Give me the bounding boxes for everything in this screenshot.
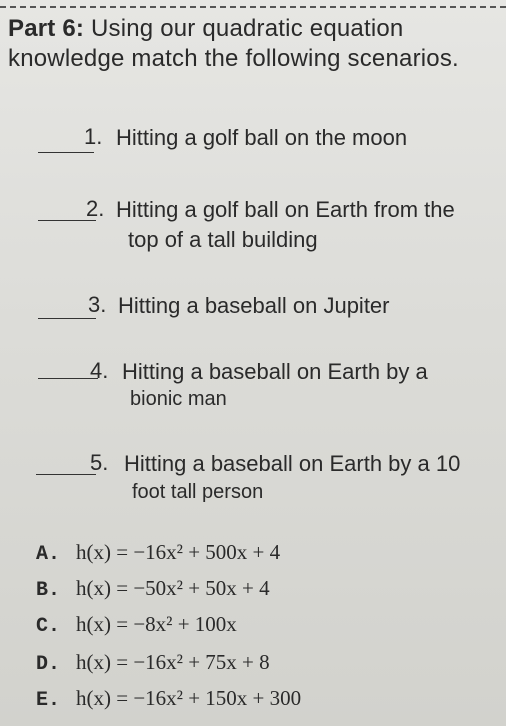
heading-text: Using our quadratic equation	[90, 15, 404, 42]
page-heading	[8, 14, 498, 74]
option-equation: h(x) = −50x² + 50x + 4	[76, 576, 270, 600]
scenario-number: 4.	[90, 358, 109, 383]
answer-option	[36, 650, 270, 676]
option-letter: C.	[36, 615, 61, 638]
scenario-text: Hitting a baseball on Earth by a	[122, 359, 428, 384]
option-letter: B.	[36, 579, 61, 602]
option-equation: h(x) = −16x² + 75x + 8	[76, 650, 270, 674]
scenario-text-line2: top of a tall building	[128, 227, 318, 252]
part-label: Part 6:	[8, 15, 85, 42]
scenario-number: 2.	[86, 196, 105, 221]
top-divider	[0, 6, 506, 8]
scenario-text-line2: foot tall person	[132, 481, 264, 503]
scenario-number: 5.	[90, 450, 109, 475]
answer-blank[interactable]	[38, 378, 98, 379]
option-letter: D.	[36, 653, 61, 676]
scenario-text: Hitting a baseball on Jupiter	[118, 293, 390, 318]
option-equation: h(x) = −16x² + 150x + 300	[76, 686, 302, 710]
scenario-number: 1.	[84, 124, 103, 149]
option-equation: h(x) = −16x² + 500x + 4	[76, 540, 281, 564]
answer-blank[interactable]	[36, 474, 96, 475]
scenario-text: Hitting a golf ball on the moon	[116, 125, 408, 150]
option-letter: A.	[36, 543, 61, 566]
heading-text-line2: knowledge match the following scenarios.	[8, 45, 459, 72]
answer-option	[36, 540, 280, 566]
answer-option	[36, 576, 270, 602]
scenario-text: Hitting a golf ball on Earth from the	[116, 197, 455, 222]
answer-blank[interactable]	[38, 152, 94, 153]
answer-option	[36, 686, 301, 712]
scenario-number: 3.	[88, 292, 107, 317]
scenario-text-line2: bionic man	[130, 388, 227, 410]
scenario-text: Hitting a baseball on Earth by a 10	[124, 451, 461, 476]
answer-option	[36, 612, 237, 638]
option-equation: h(x) = −8x² + 100x	[76, 612, 237, 636]
answer-blank[interactable]	[38, 318, 96, 319]
option-letter: E.	[36, 689, 61, 712]
